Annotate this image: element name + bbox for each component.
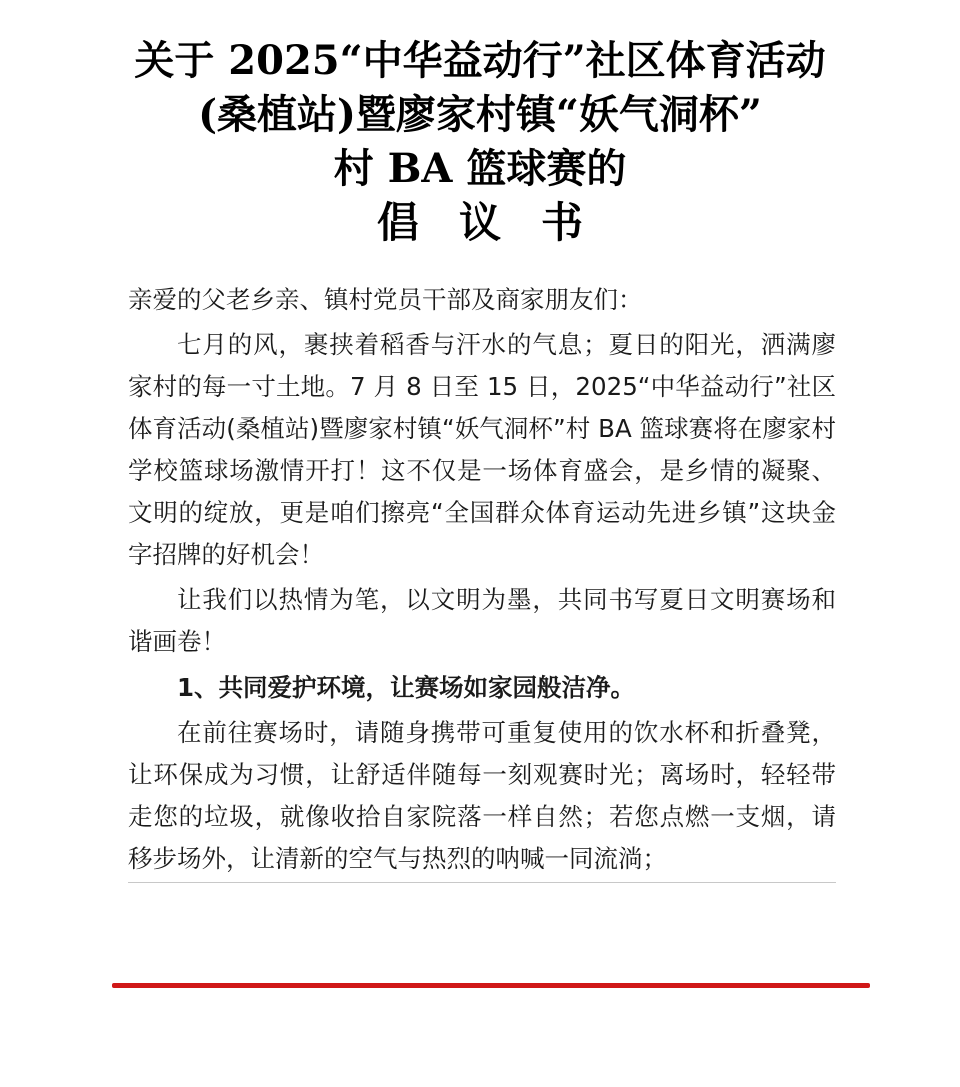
section-heading: 1、共同爱护环境，让赛场如家园般洁净。 [177,673,636,702]
document-title [0,34,960,250]
document-type-title: 倡议书 [376,198,623,247]
salutation: 亲爱的父老乡亲、镇村党员干部及商家朋友们： [128,285,643,314]
call-paragraph: 让我们以热情为笔，以文明为墨，共同书写夏日文明赛场和谐画卷！ [128,585,836,656]
document-body [128,279,836,886]
title-line-3: 村 BA 篮球赛的 [333,145,627,192]
intro-paragraph: 七月的风，裹挟着稻香与汗水的气息；夏日的阳光，洒满廖家村的每一寸土地。7 月 8 日至 15 日，2025“中华益动行”社区体育活动(桑植站)暨廖家村镇“妖气洞杯”村 BA 篮球赛将在廖家村学校篮球场激情开打！这不仅是一场体育盛会，是乡情的凝聚、文明的绽放，更是咱们擦亮“全国群众体育运动先进乡镇”这块金字招牌的好机会！ [128,330,836,569]
section-paragraph: 在前往赛场时，请随身携带可重复使用的饮水杯和折叠凳，让环保成为习惯，让舒适伴随每一刻观赛时光；离场时，轻轻带走您的垃圾，就像收拾自家院落一样自然；若您点燃一支烟，请移步场外，让清新的空气与热烈的呐喊一同流淌； [128,712,836,883]
title-line-1: 关于 2025“中华益动行”社区体育活动 [134,37,826,84]
title-line-2: (桑植站)暨廖家村镇“妖气洞杯” [198,91,762,138]
red-divider-rule [112,983,870,988]
